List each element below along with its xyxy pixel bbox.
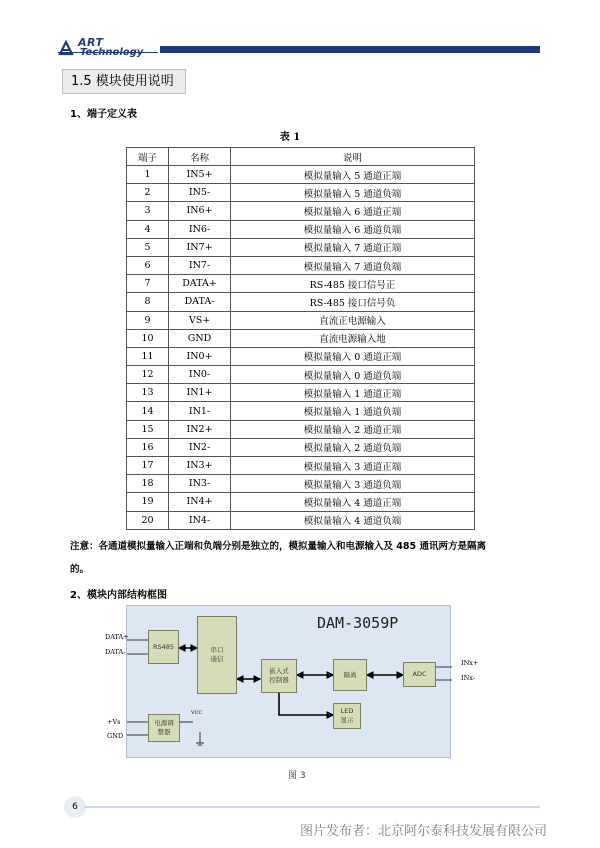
pin-description-cell: RS-485 接口信号负 (231, 293, 475, 311)
pin-number-cell: 17 (127, 457, 169, 475)
table-row (127, 402, 475, 420)
pin-name-cell: IN1- (169, 402, 231, 420)
note-line-1: 注意：各通道模拟量输入正端和负端分别是独立的，模拟量输入和电源输入及 485 通讯两方是隔离 (70, 541, 486, 552)
pin-description-cell: 模拟量输入 5 通道正端 (231, 166, 475, 184)
pin-name-cell: IN2- (169, 438, 231, 456)
module-model-label: DAM-3059P (317, 614, 399, 632)
signal-data-minus: DATA- (105, 648, 126, 656)
publisher-watermark: 图片发布者：北京阿尔泰科技发展有限公司 (300, 824, 548, 839)
table-row (127, 275, 475, 293)
adc-block: ADC (403, 662, 436, 687)
pin-number-cell: 2 (127, 184, 169, 202)
pin-name-cell: GND (169, 329, 231, 347)
pin-number-cell: 19 (127, 493, 169, 511)
pin-description-cell: RS-485 接口信号正 (231, 275, 475, 293)
pin-description-cell: 模拟量输入 3 通道负端 (231, 475, 475, 493)
pin-description-cell: 直流正电源输入 (231, 311, 475, 329)
pin-description-cell: 模拟量输入 7 通道负端 (231, 256, 475, 274)
pin-number-cell: 4 (127, 220, 169, 238)
header-rule (58, 52, 158, 53)
pin-number-cell: 9 (127, 311, 169, 329)
power-regulator-block: 电源调 整器 (148, 714, 180, 742)
pin-number-cell: 7 (127, 275, 169, 293)
signal-gnd: GND (107, 732, 124, 740)
block-diagram (105, 605, 479, 758)
signal-data-plus: DATA+ (105, 633, 129, 641)
pin-description-cell: 模拟量输入 5 通道负端 (231, 184, 475, 202)
pin-number-cell: 1 (127, 166, 169, 184)
table-header-row (127, 148, 475, 166)
header-bar (160, 46, 540, 53)
figure-caption: 图 3 (288, 771, 306, 781)
table-row (127, 184, 475, 202)
pin-number-cell: 15 (127, 420, 169, 438)
table-row (127, 311, 475, 329)
column-header: 端子 (127, 148, 169, 166)
table-row (127, 438, 475, 456)
table-row (127, 347, 475, 365)
brand-line1: ART (78, 36, 104, 49)
pin-definition-table (126, 147, 475, 530)
led-display-block: LED 显示 (333, 703, 361, 729)
pin-name-cell: IN0- (169, 366, 231, 384)
signal-inx-plus: INx+ (461, 659, 479, 667)
pin-name-cell: DATA- (169, 293, 231, 311)
pin-name-cell: IN0+ (169, 347, 231, 365)
pin-description-cell: 模拟量输入 6 通道正端 (231, 202, 475, 220)
signal-vcc: VCC (191, 710, 203, 716)
pin-description-cell: 模拟量输入 7 通道正端 (231, 238, 475, 256)
pin-description-cell: 模拟量输入 1 通道负端 (231, 402, 475, 420)
pin-description-cell: 模拟量输入 4 通道正端 (231, 493, 475, 511)
table-row (127, 256, 475, 274)
note-line-2: 的。 (70, 564, 90, 575)
pin-name-cell: IN7- (169, 256, 231, 274)
pin-name-cell: IN5+ (169, 166, 231, 184)
pin-description-cell: 模拟量输入 4 通道负端 (231, 511, 475, 529)
pin-number-cell: 16 (127, 438, 169, 456)
pin-number-cell: 20 (127, 511, 169, 529)
table-row (127, 366, 475, 384)
pin-description-cell: 模拟量输入 0 通道正端 (231, 347, 475, 365)
pin-name-cell: DATA+ (169, 275, 231, 293)
pin-name-cell: IN6+ (169, 202, 231, 220)
subsection-title-pins: 1、端子定义表 (70, 109, 137, 120)
table-caption: 表 1 (279, 132, 301, 143)
footer-rule (84, 806, 540, 808)
pin-description-cell: 直流电源输入地 (231, 329, 475, 347)
signal-inx-minus: INx- (461, 674, 476, 682)
table-row (127, 329, 475, 347)
logo-icon (58, 40, 74, 56)
embedded-controller-block: 嵌入式 控制器 (261, 659, 297, 693)
table-row (127, 220, 475, 238)
page-number: 6 (64, 796, 86, 818)
table-row (127, 202, 475, 220)
pin-number-cell: 12 (127, 366, 169, 384)
pin-description-cell: 模拟量输入 0 通道负端 (231, 366, 475, 384)
pin-description-cell: 模拟量输入 2 通道负端 (231, 438, 475, 456)
pin-number-cell: 11 (127, 347, 169, 365)
pin-name-cell: IN6- (169, 220, 231, 238)
pin-name-cell: IN2+ (169, 420, 231, 438)
pin-name-cell: VS+ (169, 311, 231, 329)
pin-number-cell: 10 (127, 329, 169, 347)
brand-logo (58, 38, 158, 60)
pin-number-cell: 13 (127, 384, 169, 402)
table-row (127, 238, 475, 256)
signal-vs: +Vs (107, 718, 121, 726)
pin-name-cell: IN3+ (169, 457, 231, 475)
pin-description-cell: 模拟量输入 2 通道正端 (231, 420, 475, 438)
pin-name-cell: IN4- (169, 511, 231, 529)
isolation-block: 隔离 (333, 659, 367, 691)
pin-number-cell: 18 (127, 475, 169, 493)
pin-description-cell: 模拟量输入 3 通道正端 (231, 457, 475, 475)
pin-number-cell: 14 (127, 402, 169, 420)
subsection-title-diagram: 2、模块内部结构框图 (70, 590, 167, 601)
table-row (127, 457, 475, 475)
pin-description-cell: 模拟量输入 6 通道负端 (231, 220, 475, 238)
pin-number-cell: 8 (127, 293, 169, 311)
table-row (127, 511, 475, 529)
column-header: 说明 (231, 148, 475, 166)
table-row (127, 475, 475, 493)
pin-number-cell: 3 (127, 202, 169, 220)
pin-name-cell: IN7+ (169, 238, 231, 256)
pin-name-cell: IN3- (169, 475, 231, 493)
pin-name-cell: IN5- (169, 184, 231, 202)
table-row (127, 166, 475, 184)
table-row (127, 493, 475, 511)
pin-description-cell: 模拟量输入 1 通道正端 (231, 384, 475, 402)
pin-name-cell: IN4+ (169, 493, 231, 511)
pin-number-cell: 5 (127, 238, 169, 256)
pin-number-cell: 6 (127, 256, 169, 274)
table-row (127, 420, 475, 438)
serial-comm-block: 串口 通信 (197, 616, 237, 694)
rs485-block: RS485 (148, 630, 179, 664)
section-title: 1.5 模块使用说明 (62, 69, 186, 94)
table-row (127, 384, 475, 402)
column-header: 名称 (169, 148, 231, 166)
table-row (127, 293, 475, 311)
pin-name-cell: IN1+ (169, 384, 231, 402)
